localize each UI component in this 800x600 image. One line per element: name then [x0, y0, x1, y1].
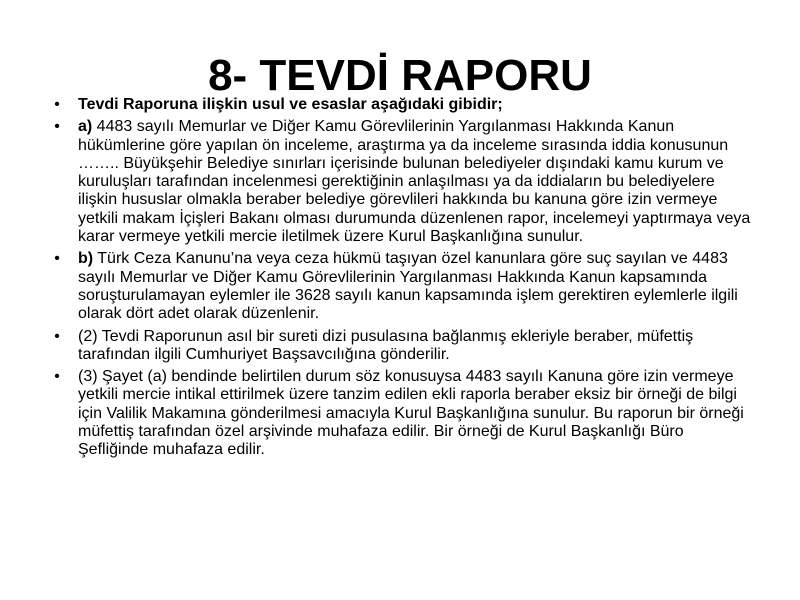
bullet-b	[50, 250, 756, 323]
slide-title: 8- TEVDİ RAPORU	[208, 51, 592, 100]
bullet-a-text: 4483 sayılı Memurlar ve Diğer Kamu Görevlilerinin Yargılanması Hakkında Kanun hükümlerine göre yapılan ön inceleme, araştırma ya da inceleme sırasında iddia konusunun …….. Büyükşehir Belediye sınırları içerisinde bulunan belediyeler dışındaki kamu kurum ve kuruluşları tarafından incelenmesi gerektiğinin anlaşılması ya da iddiaların bu belediyelere ilişkin hususlar olmakla beraber belediye görevlileri hakkında bu kanuna göre izin vermeye yetkili makam İçişleri Bakanı olması durumunda düzenlenen rapor, incelemeyi yaptırmaya veya karar vermeye yetkili mercie iletilmek üzere Kurul Başkanlığına sunulur.	[78, 118, 751, 246]
bullet-a-label: a)	[78, 118, 93, 136]
bullet-paragraph-2-text: (2) Tevdi Raporunun asıl bir sureti dizi pusulasına bağlanmış ekleriyle beraber, müfettiş tarafından ilgili Cumhuriyet Başsavcılığına gönderilir.	[78, 327, 694, 363]
bullet-a	[50, 118, 756, 246]
bullet-paragraph-2	[50, 328, 756, 365]
bullet-paragraph-3	[50, 368, 756, 459]
bullet-marker: •	[54, 118, 60, 136]
bullet-marker: •	[54, 327, 60, 345]
bullet-list	[50, 96, 756, 464]
bullet-b-text: Türk Ceza Kanunu’na veya ceza hükmü taşıyan özel kanunlara göre suç sayılan ve 4483 sayılı Memurlar ve Diğer Kamu Görevlilerinin Yargılanması Hakkında Kanun kapsamında soruşturulamayan eylemler ile 3628 sayılı kanun kapsamında işlem gerektiren eylemlerle ilgili olarak dört adet olarak düzenlenir.	[78, 250, 738, 323]
bullet-intro-text: Tevdi Raporuna ilişkin usul ve esaslar aşağıdaki gibidir;	[78, 96, 503, 113]
bullet-marker: •	[54, 250, 60, 268]
bullet-b-label: b)	[78, 250, 94, 268]
bullet-marker: •	[54, 96, 60, 113]
bullet-marker: •	[54, 368, 60, 386]
bullet-paragraph-3-text: (3) Şayet (a) bendinde belirtilen durum söz konusuysa 4483 sayılı Kanuna göre izin vermeye yetkili mercie intikal ettirilmek üzere tanzim edilen ekli raporla beraber eksiz bir örneği de bilgi için Valilik Makamına gönderilmesi amacıyla Kurul Başkanlığına sunulur. Bu raporun bir örneği müfettiş tarafından özel arşivinde muhafaza edilir. Bir örneği de Kurul Başkanlığı Büro Şefliğinde muhafaza edilir.	[78, 368, 744, 459]
bullet-intro	[50, 96, 756, 114]
